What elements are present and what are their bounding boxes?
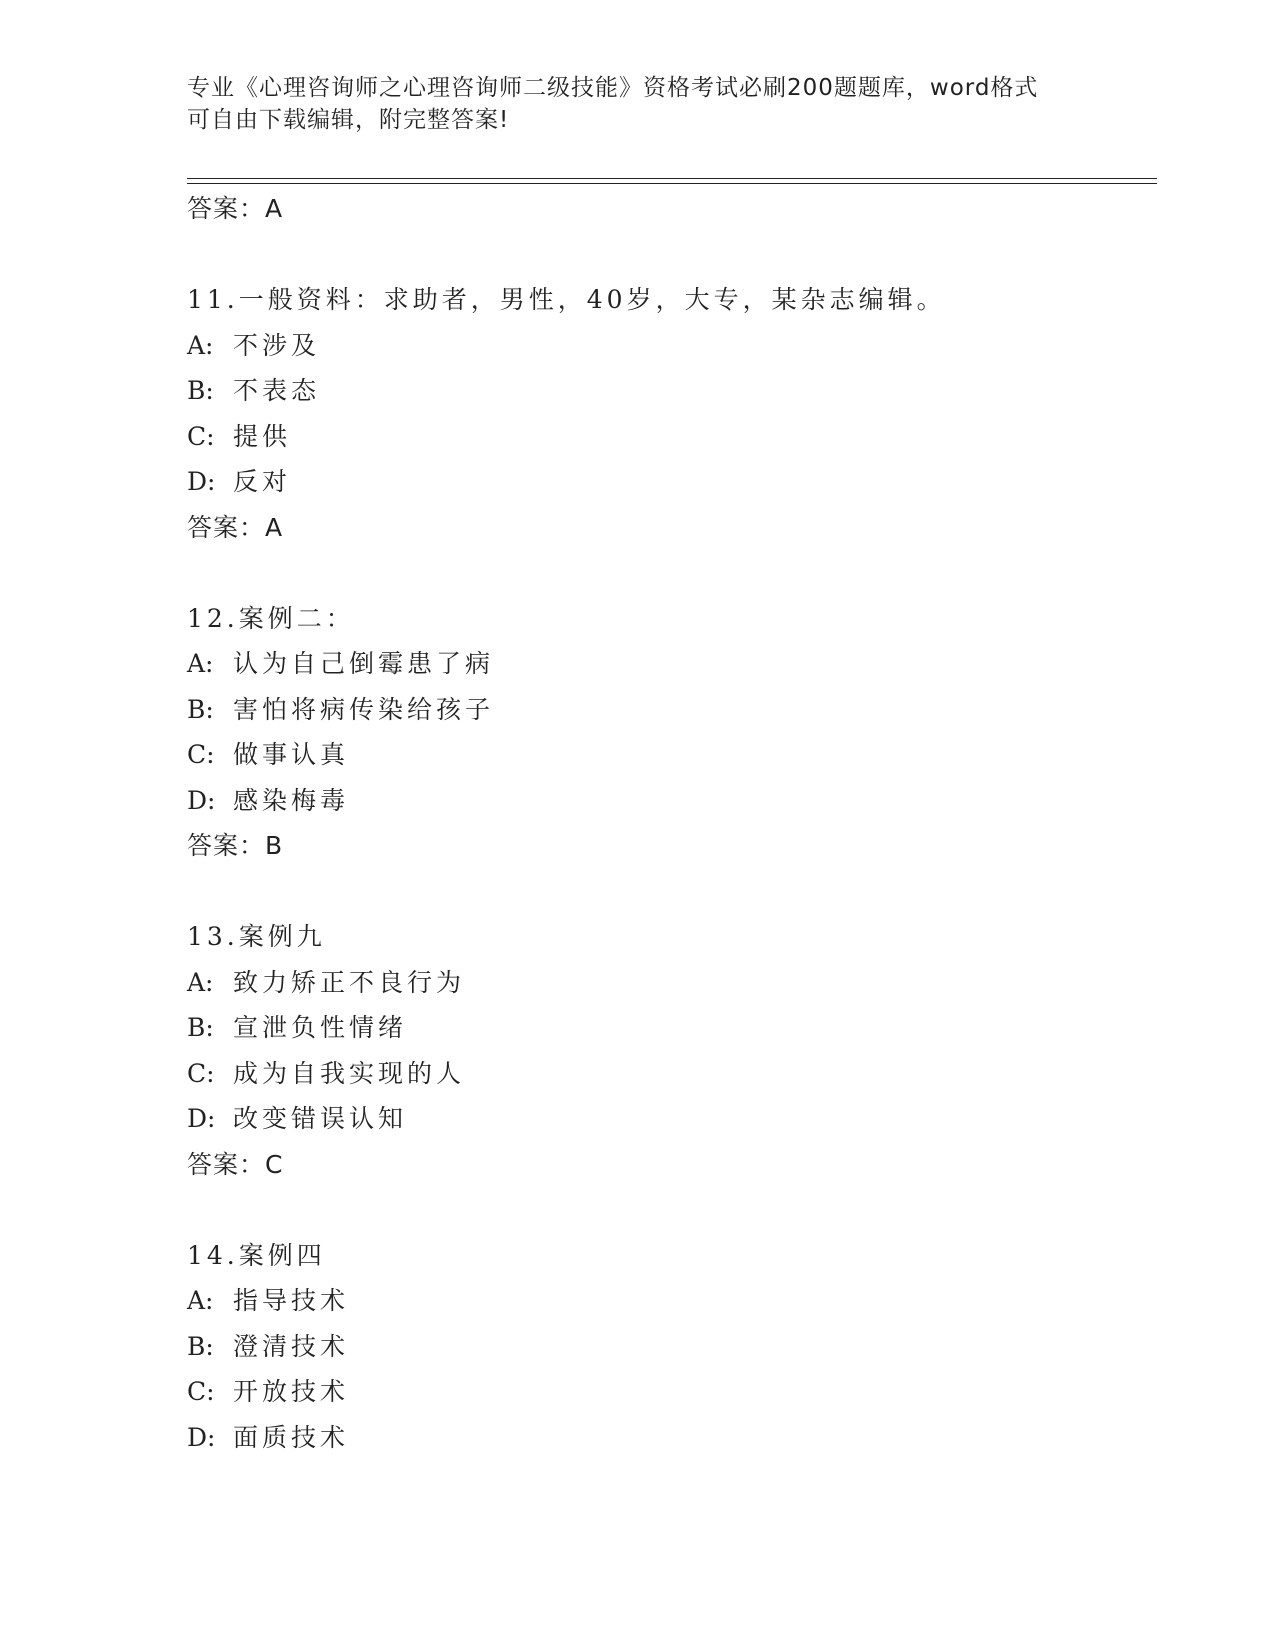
option-text: 做事认真 — [233, 740, 350, 769]
header-title-line-1: 专业《心理咨询师之心理咨询师二级技能》资格考试必刷200题题库，word格式 — [187, 75, 1039, 101]
option-c — [187, 732, 1147, 778]
answer-line: 答案：A — [187, 512, 284, 542]
option-letter: D: — [187, 1104, 216, 1133]
header-divider-top — [187, 178, 1157, 179]
question-item — [187, 596, 1147, 869]
page-header — [187, 72, 1087, 136]
option-a — [187, 323, 1147, 369]
option-text: 感染梅毒 — [233, 785, 350, 815]
option-c — [187, 414, 1147, 460]
option-b — [187, 1324, 1147, 1370]
option-letter: D: — [187, 785, 216, 815]
option-letter: B: — [187, 1331, 214, 1361]
header-divider-bottom — [187, 183, 1157, 184]
option-letter: A: — [187, 1286, 214, 1315]
option-letter: C: — [187, 421, 215, 451]
spacer — [187, 1187, 1147, 1233]
option-b — [187, 368, 1147, 414]
option-text: 宣泄负性情绪 — [233, 1013, 408, 1042]
option-letter: C: — [187, 1377, 215, 1406]
option-text: 成为自我实现的人 — [233, 1058, 466, 1088]
option-b — [187, 687, 1147, 733]
option-text: 改变错误认知 — [233, 1104, 408, 1133]
question-item — [187, 914, 1147, 1187]
question-stem: 14.案例四 — [187, 1240, 326, 1270]
option-letter: A: — [187, 967, 214, 997]
option-d — [187, 459, 1147, 505]
option-b — [187, 1005, 1147, 1051]
question-list — [187, 186, 1147, 1460]
option-letter: D: — [187, 467, 216, 496]
option-d — [187, 1096, 1147, 1142]
option-letter: C: — [187, 740, 215, 769]
option-a — [187, 641, 1147, 687]
option-c — [187, 1369, 1147, 1415]
option-a — [187, 960, 1147, 1006]
option-d — [187, 1415, 1147, 1461]
option-letter: B: — [187, 694, 214, 724]
question-stem: 11.一般资料：求助者，男性，40岁，大专，某杂志编辑。 — [187, 285, 946, 314]
option-letter: B: — [187, 376, 214, 405]
question-stem: 13.案例九 — [187, 922, 326, 951]
option-letter: C: — [187, 1058, 215, 1088]
answer-line: 答案：C — [187, 1149, 284, 1179]
previous-answer: 答案：A — [187, 194, 284, 223]
option-text: 不涉及 — [233, 330, 321, 360]
spacer — [187, 550, 1147, 596]
option-text: 提供 — [233, 421, 292, 451]
option-a — [187, 1278, 1147, 1324]
option-text: 不表态 — [233, 376, 321, 405]
option-d — [187, 778, 1147, 824]
question-item — [187, 277, 1147, 550]
option-letter: A: — [187, 330, 214, 360]
header-title-line-2: 可自由下载编辑，附完整答案! — [187, 107, 510, 133]
option-text: 指导技术 — [233, 1286, 350, 1315]
option-letter: A: — [187, 649, 214, 678]
answer-line: 答案：B — [187, 831, 284, 860]
question-item — [187, 1233, 1147, 1461]
option-c — [187, 1051, 1147, 1097]
spacer — [187, 869, 1147, 915]
option-text: 害怕将病传染给孩子 — [233, 694, 495, 724]
option-letter: B: — [187, 1013, 214, 1042]
option-text: 认为自己倒霉患了病 — [233, 649, 495, 678]
option-text: 反对 — [233, 467, 292, 496]
option-text: 面质技术 — [233, 1422, 350, 1452]
spacer — [187, 232, 1147, 278]
option-text: 澄清技术 — [233, 1331, 350, 1361]
option-text: 开放技术 — [233, 1377, 350, 1406]
question-stem: 12.案例二： — [187, 603, 355, 633]
option-text: 致力矫正不良行为 — [233, 967, 466, 997]
option-letter: D: — [187, 1422, 216, 1452]
